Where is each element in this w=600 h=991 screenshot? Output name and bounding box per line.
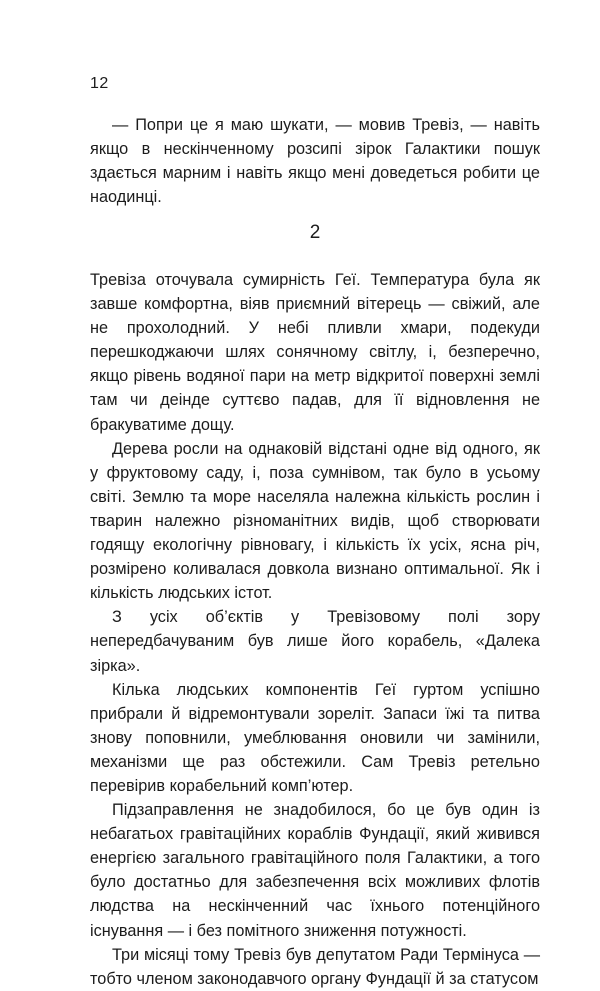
intro-text-block — [90, 113, 540, 209]
page-number: 12 — [90, 75, 109, 92]
body-paragraph-4: Кілька людських компонентів Геї гуртом успішно прибрали й відремонтували зореліт. Запаси їжі та питва знову поповнили, умеблювання оновили чи замінили, механізми ще раз обстежили. Сам Тревіз ретельно перевірив корабельний комп’ютер. — [90, 680, 540, 795]
body-paragraph-5: Підзаправлення не знадобилося, бо це був один із небагатьох гравітаційних кораблів Фундації, який живився енергією загального гравітаційного поля Галактики, а того було достатньо для забезпечення всіх можливих флотів людства на нескінченний час їхнього потенційного існування — і без помітного зниження потужності. — [90, 801, 540, 940]
body-paragraph-1: Тревіза оточувала сумирність Геї. Температура була як завше комфортна, віяв приємний вітерець — свіжий, але не прохолодний. У небі пливли хмари, подекуди перешкоджаючи шлях сонячному світлу, і, безперечно, якщо рівень водяної пари на метр відкритої поверхні землі там чи деінде суттєво падав, для її відновлення не бракуватиме дощу. — [90, 271, 540, 434]
chapter-body — [90, 268, 540, 991]
intro-paragraph: — Попри це я маю шукати, — мовив Тревіз, — навіть якщо в нескінченному розсипі зірок Галактики пошук здається марним і навіть якщо мені доведеться робити це наодинці. — [90, 116, 540, 207]
body-paragraph-6: Три місяці тому Тревіз був депутатом Ради Термінуса — тобто членом законодавчого органу Фундації й за статусом — [90, 945, 540, 988]
body-paragraph-3: З усіх об’єктів у Тревізовому полі зору непередбачуваним був лише його корабель, «Далека зірка». — [90, 608, 540, 675]
body-paragraph-2: Дерева росли на однаковій відстані одне від одного, як у фруктовому саду, і, поза сумнівом, так було в усьому світі. Землю та море населяла належна кількість рослин і тварин належно різноманітних видів, щоб створювати годящу екологічну рівновагу, і кількість їх усіх, ясна річ, розмірено коливалася довкола визнано оптимальної. Як і кількість людських істот. — [90, 439, 540, 603]
chapter-number: 2 — [309, 222, 321, 243]
